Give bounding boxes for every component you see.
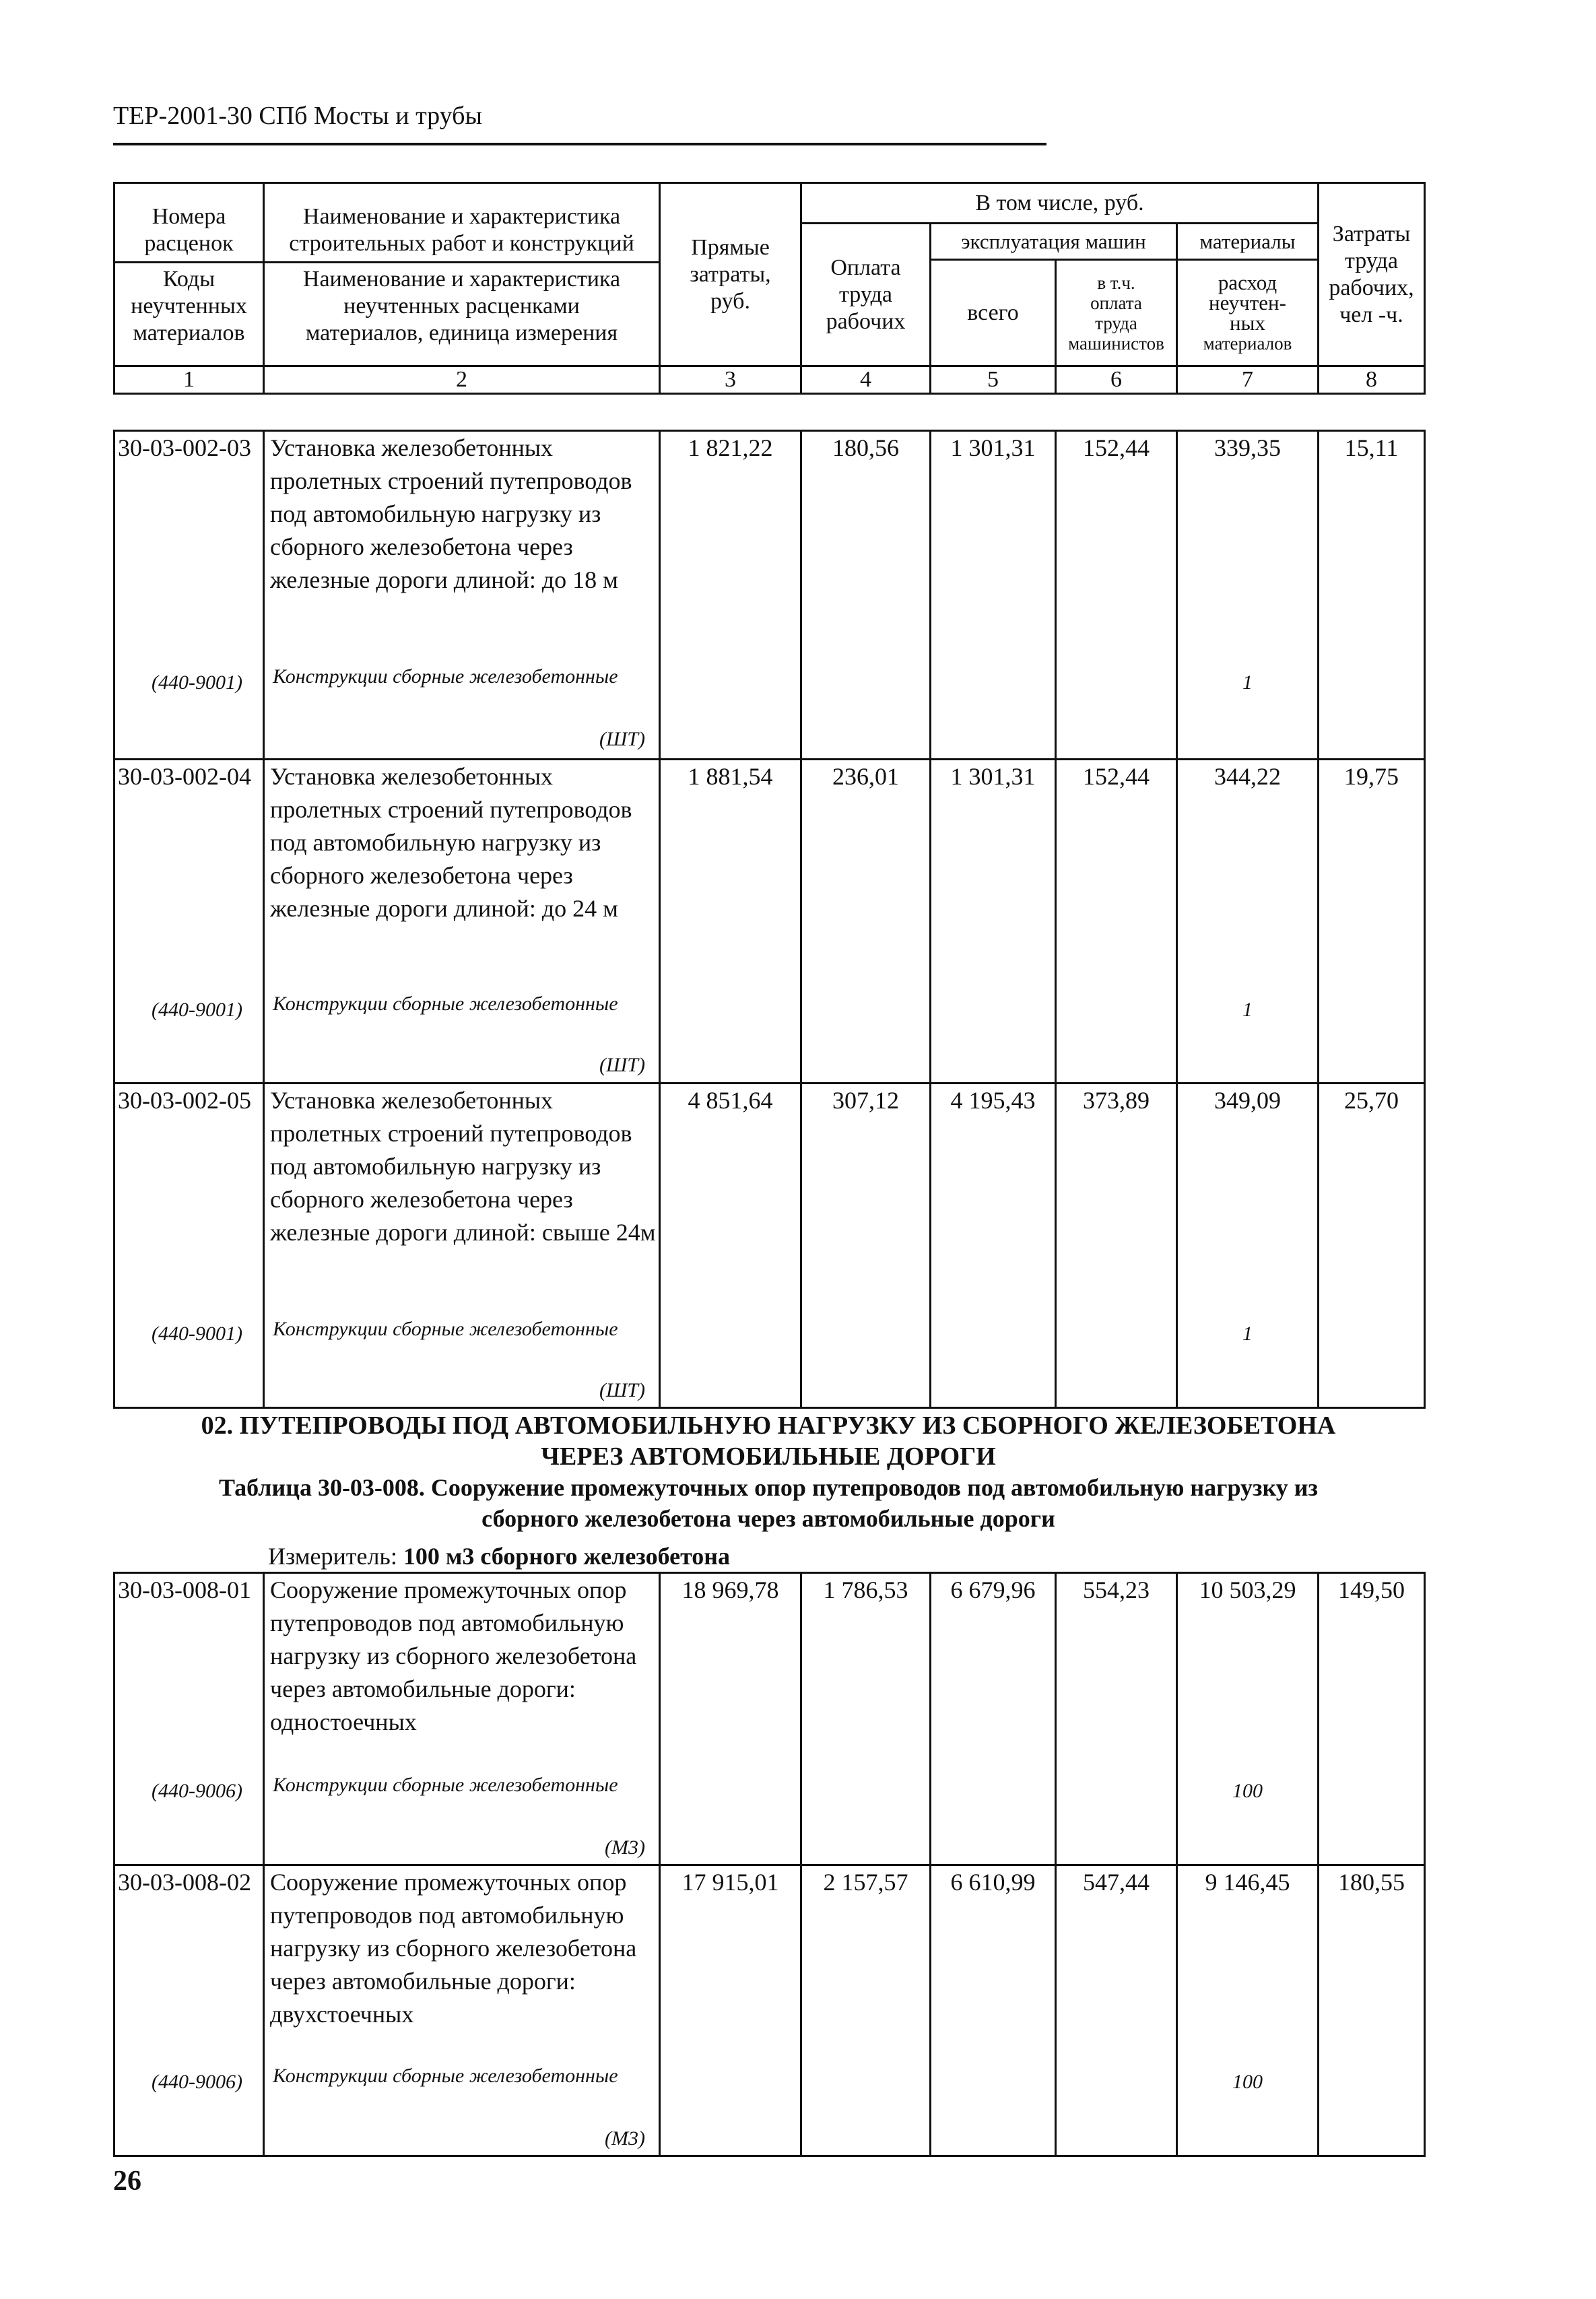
col-number: 6: [1056, 366, 1177, 394]
machines-total: 6 679,96: [931, 1573, 1056, 1865]
material-name: Конструкции сборные железобетонные: [273, 665, 618, 688]
material-quantity: 100: [1232, 2071, 1263, 2093]
material-unit: (М3): [605, 1836, 645, 1859]
col-number: 7: [1177, 366, 1319, 394]
header-rule: [113, 143, 1046, 145]
measure-unit: Измеритель: 100 м3 сборного железобетона: [268, 1543, 731, 1570]
materials-cell: [1177, 1573, 1319, 1865]
machines-total: 1 301,31: [931, 431, 1056, 760]
material-code: (440-9006): [152, 2071, 242, 2093]
rate-code-cell: [114, 1084, 264, 1408]
col-number: 8: [1319, 366, 1425, 394]
labor-pay: 1 786,53: [801, 1573, 931, 1865]
rate-name-cell: [264, 431, 660, 760]
materials-cell: [1177, 1865, 1319, 2156]
rate-code-cell: [114, 760, 264, 1084]
materials-cost: 349,09: [1214, 1087, 1281, 1114]
rate-code: 30-03-002-05: [118, 1087, 251, 1114]
col-header-direct-costs: Прямые затраты, руб.: [660, 183, 801, 366]
materials-cell: [1177, 760, 1319, 1084]
direct-costs: 4 851,64: [660, 1084, 801, 1408]
rate-name: Установка железобетонных пролетных строений путепроводов под автомобильную нагрузку из сборного железобетона через железные дороги длиной: до 24 м: [270, 763, 632, 922]
rate-name: Установка железобетонных пролетных строений путепроводов под автомобильную нагрузку из сборного железобетона через железные дороги длиной: до 18 м: [270, 434, 632, 593]
labor-hours: 15,11: [1319, 431, 1425, 760]
materials-cell: [1177, 1084, 1319, 1408]
labor-hours: 25,70: [1319, 1084, 1425, 1408]
rate-name-cell: [264, 1865, 660, 2156]
col-number: 3: [660, 366, 801, 394]
material-name: Конструкции сборные железобетонные: [273, 993, 618, 1015]
page-header-title: ТЕР-2001-30 СПб Мосты и трубы: [113, 102, 483, 130]
rate-code-cell: [114, 1865, 264, 2156]
rates-table-008: [113, 1572, 1426, 2157]
operators-pay: 547,44: [1056, 1865, 1177, 2156]
labor-pay: 307,12: [801, 1084, 931, 1408]
operators-pay: 373,89: [1056, 1084, 1177, 1408]
section-title: 02. ПУТЕПРОВОДЫ ПОД АВТОМОБИЛЬНУЮ НАГРУЗКУ ИЗ СБОРНОГО ЖЕЛЕЗОБЕТОНА ЧЕРЕЗ АВТОМОБИЛЬНЫЕ ДОРОГИ: [201, 1411, 1336, 1471]
col-number: 5: [931, 366, 1056, 394]
page-number: 26: [113, 2166, 141, 2197]
labor-pay: 236,01: [801, 760, 931, 1084]
material-unit: (ШТ): [599, 1379, 645, 1401]
col-header-names: Наименование и характеристика строительных работ и конструкций Наименование и характеристика неучтенных расценками материалов, единица измерения: [264, 183, 660, 366]
material-code: (440-9006): [152, 1780, 242, 1802]
material-name: Конструкции сборные железобетонные: [273, 1318, 618, 1340]
direct-costs: 1 821,22: [660, 431, 801, 760]
rates-table-002: [113, 430, 1426, 1409]
col-number: 4: [801, 366, 931, 394]
col-header-machines-total: всего: [931, 260, 1056, 366]
material-quantity: 1: [1242, 999, 1253, 1021]
rate-name: Сооружение промежуточных опор путепроводов под автомобильную нагрузку из сборного железобетона через автомобильные дороги: одностоечных: [270, 1576, 637, 1735]
labor-hours: 19,75: [1319, 760, 1425, 1084]
column-numbers-row: [114, 366, 1425, 394]
material-code: (440-9001): [152, 1323, 242, 1345]
rate-name-cell: [264, 1573, 660, 1865]
material-code: (440-9001): [152, 671, 242, 694]
material-quantity: 1: [1242, 671, 1253, 694]
material-name: Конструкции сборные железобетонные: [273, 2065, 618, 2087]
machines-total: 6 610,99: [931, 1865, 1056, 2156]
direct-costs: 1 881,54: [660, 760, 801, 1084]
direct-costs: 18 969,78: [660, 1573, 801, 1865]
col-header-codes: Номера расценок Коды неучтенных материалов: [114, 183, 264, 366]
rate-code-cell: [114, 1573, 264, 1865]
materials-cost: 10 503,29: [1199, 1576, 1296, 1603]
col-number: 2: [264, 366, 660, 394]
col-header-operators-pay: в т.ч. оплата труда машинистов: [1056, 260, 1177, 366]
col-header-labor-hours: Затраты труда рабочих, чел -ч.: [1319, 183, 1425, 366]
material-unit: (ШТ): [599, 1054, 645, 1076]
table-row: [114, 431, 1425, 760]
materials-cost: 339,35: [1214, 434, 1281, 461]
operators-pay: 554,23: [1056, 1573, 1177, 1865]
col-header-group: В том числе, руб.: [801, 183, 1319, 224]
rate-name: Установка железобетонных пролетных строений путепроводов под автомобильную нагрузку из сборного железобетона через железные дороги длиной: свыше 24м: [270, 1087, 656, 1246]
rate-code: 30-03-002-03: [118, 434, 251, 461]
rate-name-cell: [264, 1084, 660, 1408]
labor-pay: 180,56: [801, 431, 931, 760]
table-title: Таблица 30-03-008. Сооружение промежуточных опор путепроводов под автомобильную нагрузку из сборного железобетона через автомобильные дороги: [219, 1474, 1318, 1532]
material-unit: (М3): [605, 2127, 645, 2150]
rate-name: Сооружение промежуточных опор путепроводов под автомобильную нагрузку из сборного железобетона через автомобильные дороги: двухстоечных: [270, 1869, 637, 2028]
col-header-materials-consumption: расход неучтен- ных материалов: [1177, 260, 1319, 366]
materials-cost: 9 146,45: [1205, 1869, 1290, 1896]
material-quantity: 1: [1242, 1323, 1253, 1345]
materials-cost: 344,22: [1214, 763, 1281, 790]
rate-code-cell: [114, 431, 264, 760]
table-row: [114, 760, 1425, 1084]
table-row: [114, 1865, 1425, 2156]
material-quantity: 100: [1232, 1780, 1263, 1802]
operators-pay: 152,44: [1056, 760, 1177, 1084]
machines-total: 1 301,31: [931, 760, 1056, 1084]
direct-costs: 17 915,01: [660, 1865, 801, 2156]
labor-hours: 149,50: [1319, 1573, 1425, 1865]
rate-code: 30-03-008-02: [118, 1869, 251, 1896]
material-name: Конструкции сборные железобетонные: [273, 1774, 618, 1796]
operators-pay: 152,44: [1056, 431, 1177, 760]
materials-cell: [1177, 431, 1319, 760]
table-row: [114, 1573, 1425, 1865]
labor-hours: 180,55: [1319, 1865, 1425, 2156]
col-number: 1: [114, 366, 264, 394]
labor-pay: 2 157,57: [801, 1865, 931, 2156]
rate-code: 30-03-008-01: [118, 1576, 251, 1603]
table-row: [114, 1084, 1425, 1408]
col-header-materials: материалы: [1177, 224, 1319, 260]
rate-name-cell: [264, 760, 660, 1084]
material-code: (440-9001): [152, 999, 242, 1021]
col-header-labor-pay: Оплата труда рабочих: [801, 224, 931, 366]
rate-code: 30-03-002-04: [118, 763, 251, 790]
col-header-machines: эксплуатация машин: [931, 224, 1177, 260]
machines-total: 4 195,43: [931, 1084, 1056, 1408]
column-header-table: [113, 182, 1426, 395]
material-unit: (ШТ): [599, 728, 645, 750]
